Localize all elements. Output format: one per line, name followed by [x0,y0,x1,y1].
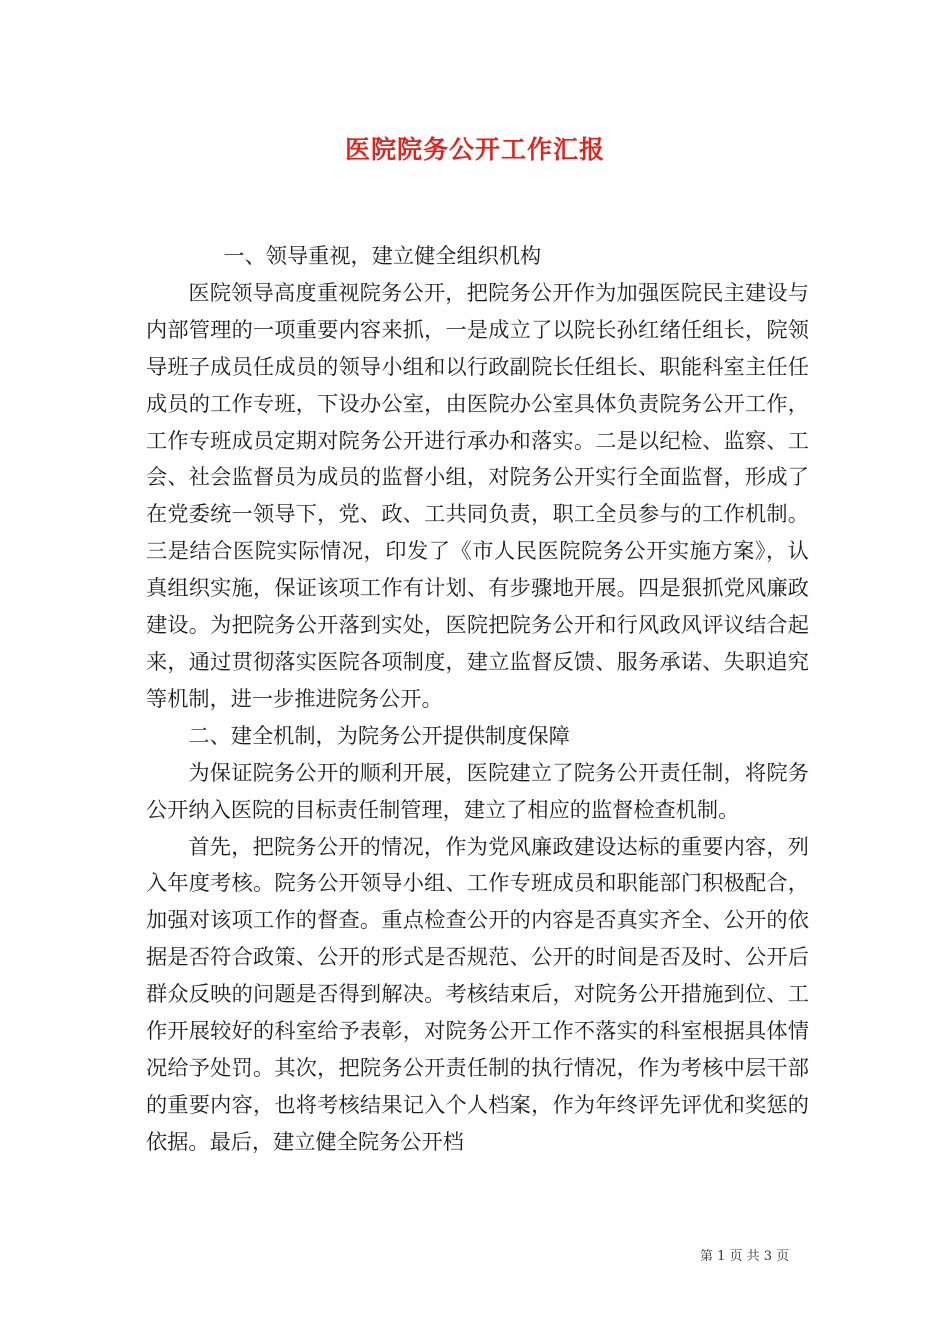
page-number: 第 1 页 共 3 页 [700,1249,790,1264]
body-paragraph: 为保证院务公开的顺利开展，医院建立了院务公开责任制，将院务公开纳入医院的目标责任制管理，建立了相应的监督检查机制。 [146,759,809,822]
section-heading-1: 一、领导重视，建立健全组织机构 [223,243,542,268]
section-heading-2: 二、建全机制，为院务公开提供制度保障 [188,722,570,748]
document-title: 医院院务公开工作汇报 [344,135,605,164]
body-paragraph: 医院领导高度重视院务公开，把院务公开作为加强医院民主建设与内部管理的一项重要内容来抓，一是成立了以院长孙红绪任组长，院领导班子成员任成员的领导小组和以行政副院长任组长、职能科室主任任成员的工作专班，下设办公室，由医院办公室具体负责院务公开工作，工作专班成员定期对院务公开进行承办和落实。二是以纪检、监察、工会、社会监督员为成员的监督小组，对院务公开实行全面监督，形成了在党委统一领导下，党、政、工共同负责，职工全员参与的工作机制。三是结合医院实际情况，印发了《市人民医院院务公开实施方案》，认真组织实施，保证该项工作有计划、有步骤地开展。四是狠抓党风廉政建设。为把院务公开落到实处，医院把院务公开和行风政风评议结合起来，通过贯彻落实医院各项制度，建立监督反馈、服务承诺、失职追究等机制，进一步推进院务公开。 [146,279,809,711]
body-paragraph: 首先，把院务公开的情况，作为党风廉政建设达标的重要内容，列入年度考核。院务公开领导小组、工作专班成员和职能部门积极配合，加强对该项工作的督查。重点检查公开的内容是否真实齐全、公开的依据是否符合政策、公开的形式是否规范、公开的时间是否及时、公开后群众反映的问题是否得到解决。考核结束后，对院务公开措施到位、工作开展较好的科室给予表彰，对院务公开工作不落实的科室根据具体情况给予处罚。其次，把院务公开责任制的执行情况，作为考核中层干部的重要内容，也将考核结果记入个人档案，作为年终评先评优和奖惩的依据。最后，建立健全院务公开档 [146,833,809,1154]
document-body [146,238,809,1161]
